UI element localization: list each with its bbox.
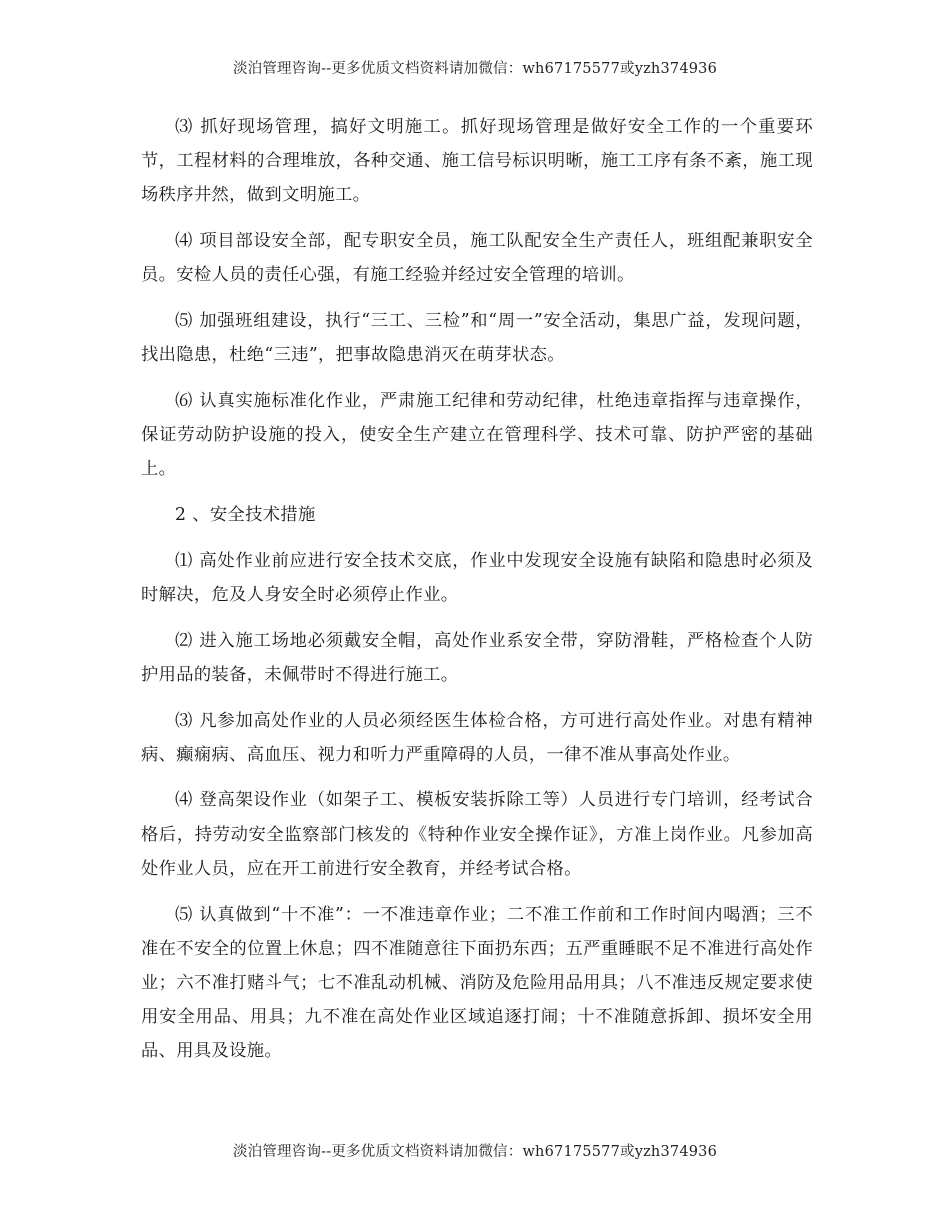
paragraph-safety-department: ⑷ 项目部设安全部，配专职安全员，施工队配安全生产责任人，班组配兼职安全员。安检人员的责任心强，有施工经验并经过安全管理的培训。	[141, 231, 813, 286]
paragraph-protective-equipment: ⑵ 进入施工场地必须戴安全帽，高处作业系安全带，穿防滑鞋，严格检查个人防护用品的装备，未佩带时不得进行施工。	[141, 630, 813, 685]
page-header: 淡泊管理咨询--更多优质文档资料请加微信：wh67175577或yzh374936	[232, 61, 718, 77]
paragraph-site-management: ⑶ 抓好现场管理，搞好文明施工。抓好现场管理是做好安全工作的一个重要环节，工程材料的合理堆放，各种交通、施工信号标识明晰，施工工序有条不紊，施工现场秩序井然，做到文明施工。	[141, 117, 813, 206]
document-body	[141, 110, 813, 1080]
paragraph-special-training: ⑷ 登高架设作业（如架子工、模板安装拆除工等）人员进行专门培训，经考试合格后，持劳动安全监察部门核发的《特种作业安全操作证》，方准上岗作业。凡参加高处作业人员，应在开工前进行安全教育，并经考试合格。	[141, 790, 813, 879]
paragraph-team-building: ⑸ 加强班组建设，执行“三工、三检”和“周一”安全活动，集思广益，发现问题，找出隐患，杜绝“三违”，把事故隐患消灭在萌芽状态。	[141, 311, 813, 366]
paragraph-standardized-work: ⑹ 认真实施标准化作业，严肃施工纪律和劳动纪律，杜绝违章指挥与违章操作，保证劳动防护设施的投入，使安全生产建立在管理科学、技术可靠、防护严密的基础上。	[141, 390, 813, 480]
paragraph-technical-briefing: ⑴ 高处作业前应进行安全技术交底，作业中发现安全设施有缺陷和隐患时必须及时解决，危及人身安全时必须停止作业。	[141, 550, 813, 605]
paragraph-ten-prohibitions: ⑸ 认真做到“十不准”：一不准违章作业；二不准工作前和工作时间内喝酒；三不准在不安全的位置上休息；四不准随意往下面扔东西；五严重睡眠不足不准进行高处作业；六不准打赌斗气；七不准乱动机械、消防及危险用品用具；八不准违反规定要求使用安全用品、用具；九不准在高处作业区域追逐打闹；十不准随意拆卸、损坏安全用品、用具及设施。	[141, 904, 813, 1062]
page-footer: 淡泊管理咨询--更多优质文档资料请加微信：wh67175577或yzh374936	[232, 1144, 718, 1160]
section-heading-safety-technical-measures: 2 、安全技术措施	[175, 505, 316, 526]
paragraph-medical-check: ⑶ 凡参加高处作业的人员必须经医生体检合格，方可进行高处作业。对患有精神病、癫痫病、高血压、视力和听力严重障碍的人员，一律不准从事高处作业。	[141, 710, 813, 765]
